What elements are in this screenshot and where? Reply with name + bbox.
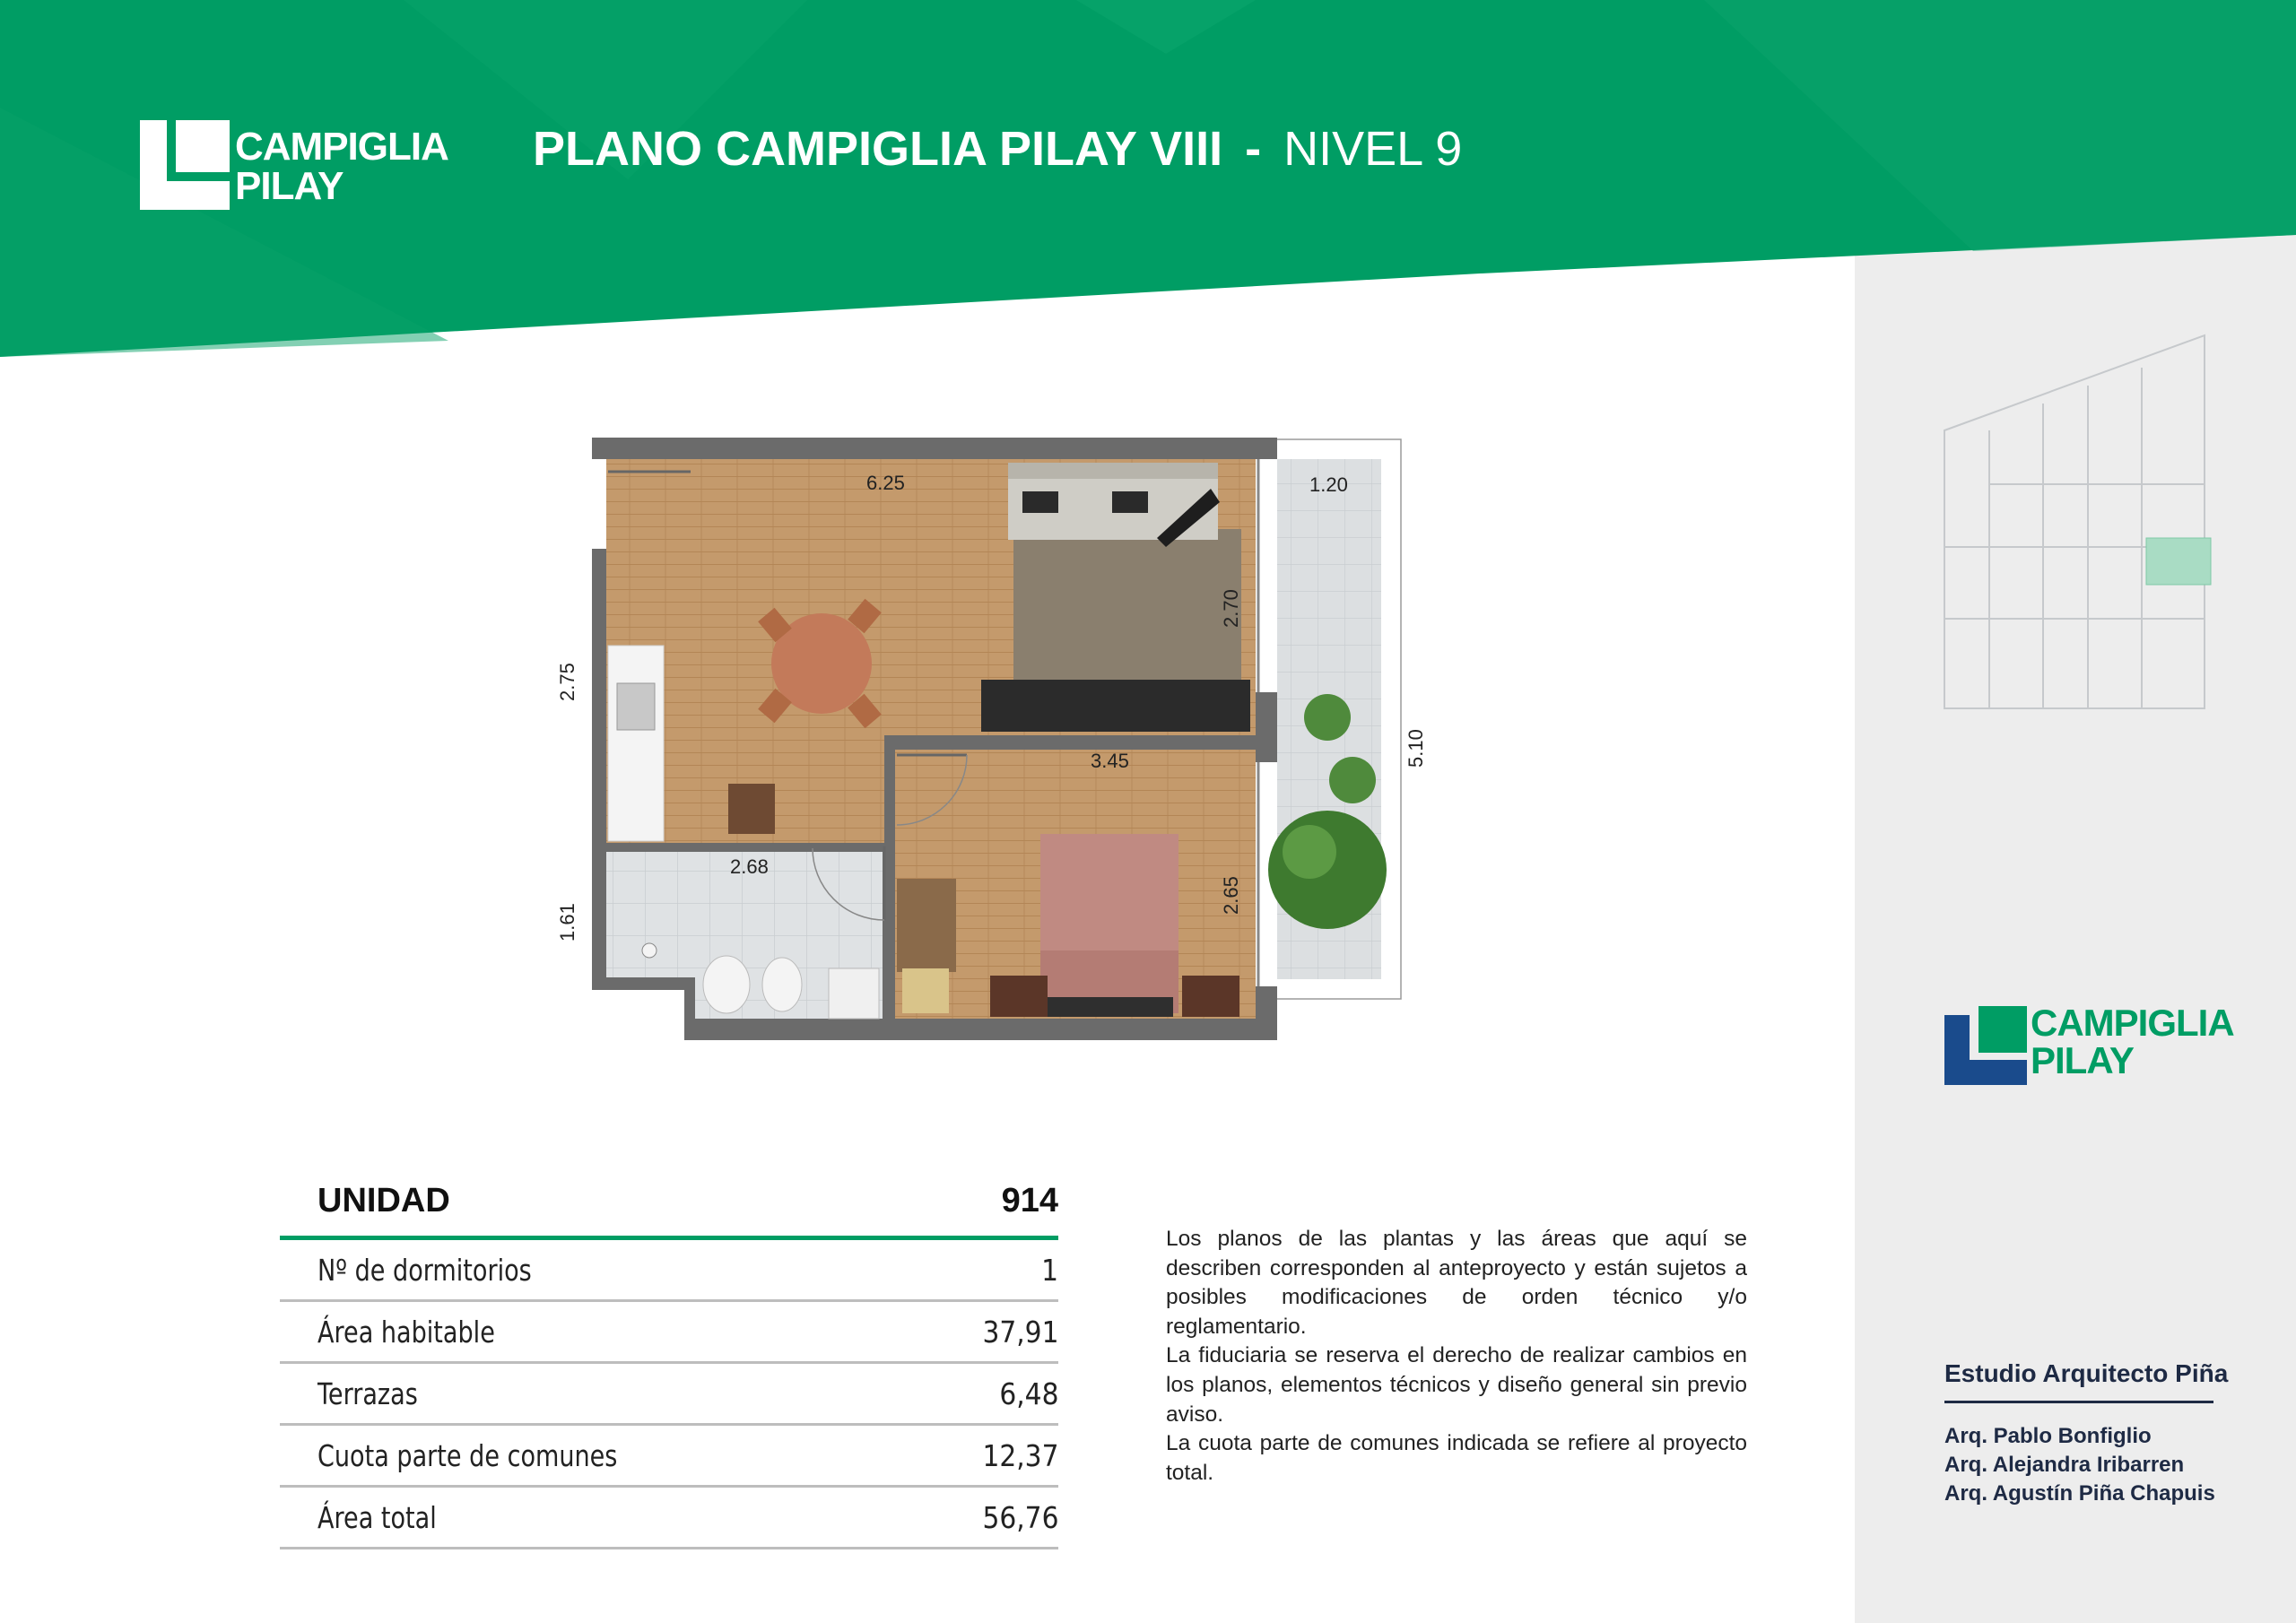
sidebar-brand-name [2031,1004,2234,1080]
row-value: 12,37 [981,1438,1058,1473]
disclaimer-text [1166,1225,1747,1488]
table-row [280,1302,1058,1364]
dim-top-width: 6.25 [866,472,905,494]
disclaimer-paragraph-2: La fiduciaria se reserva el derecho de realizar cambios en los planos, elementos técnicos y diseño general sin previo aviso. [1166,1343,1747,1427]
dim-bath-height: 1.61 [556,903,578,942]
page-title [533,122,1462,176]
brand-logo-mark [140,120,230,210]
row-value: 6,48 [998,1376,1058,1411]
row-label: Nº de dormitorios [317,1253,532,1288]
studio-name: Estudio Arquitecto Piña [1944,1359,2229,1387]
row-value: 1 [1041,1253,1058,1288]
dim-bedroom-width: 3.45 [1091,750,1129,772]
dim-terrace-length: 5.10 [1405,729,1427,768]
unit-table [280,1175,1058,1549]
row-value: 37,91 [981,1315,1058,1350]
table-row [280,1488,1058,1549]
title-level: NIVEL 9 [1283,122,1463,176]
sidebar-brand-line1: CAMPIGLIA [2031,1002,2234,1044]
disclaimer-paragraph-1: Los planos de las plantas y las áreas que aquí se describen corresponden al anteproyecto y están sujetos a posibles modificaciones de orden técnico y/o reglamentario. [1166,1227,1747,1339]
unit-table-header [280,1175,1058,1240]
title-dash: - [1245,122,1262,176]
table-row [280,1364,1058,1426]
table-row [280,1426,1058,1488]
row-label: Área total [317,1500,437,1535]
architect-1: Arq. Pablo Bonfiglio [1944,1424,2152,1448]
unit-label: UNIDAD [317,1182,450,1219]
dim-terrace-width: 1.20 [1309,473,1348,496]
brand-name-line1: CAMPIGLIA [235,125,448,169]
dim-living-height: 2.70 [1220,589,1242,628]
sidebar-brand-line2: PILAY [2031,1039,2134,1081]
architect-3: Arq. Agustín Piña Chapuis [1944,1481,2215,1506]
key-plan [1935,332,2222,717]
floor-plan [538,421,1435,1067]
row-value: 56,76 [981,1500,1058,1535]
row-label: Cuota parte de comunes [317,1438,618,1473]
dim-left-height: 2.75 [556,663,578,701]
row-label: Terrazas [317,1376,418,1411]
studio-divider [1944,1401,2213,1403]
table-row [280,1240,1058,1302]
sidebar-logo-mark [1944,1006,2027,1085]
header-banner [0,0,2296,359]
key-plan-unit-highlight [2146,538,2211,585]
disclaimer-paragraph-3: La cuota parte de comunes indicada se refiere al proyecto total. [1166,1431,1747,1485]
dim-bath-width: 2.68 [730,855,769,878]
brand-name-line2: PILAY [235,164,344,208]
unit-number: 914 [1001,1182,1058,1219]
dim-bedroom-height: 2.65 [1220,876,1242,915]
row-label: Área habitable [317,1315,495,1350]
title-main: PLANO CAMPIGLIA PILAY VIII [533,122,1223,176]
architect-2: Arq. Alejandra Iribarren [1944,1453,2185,1477]
